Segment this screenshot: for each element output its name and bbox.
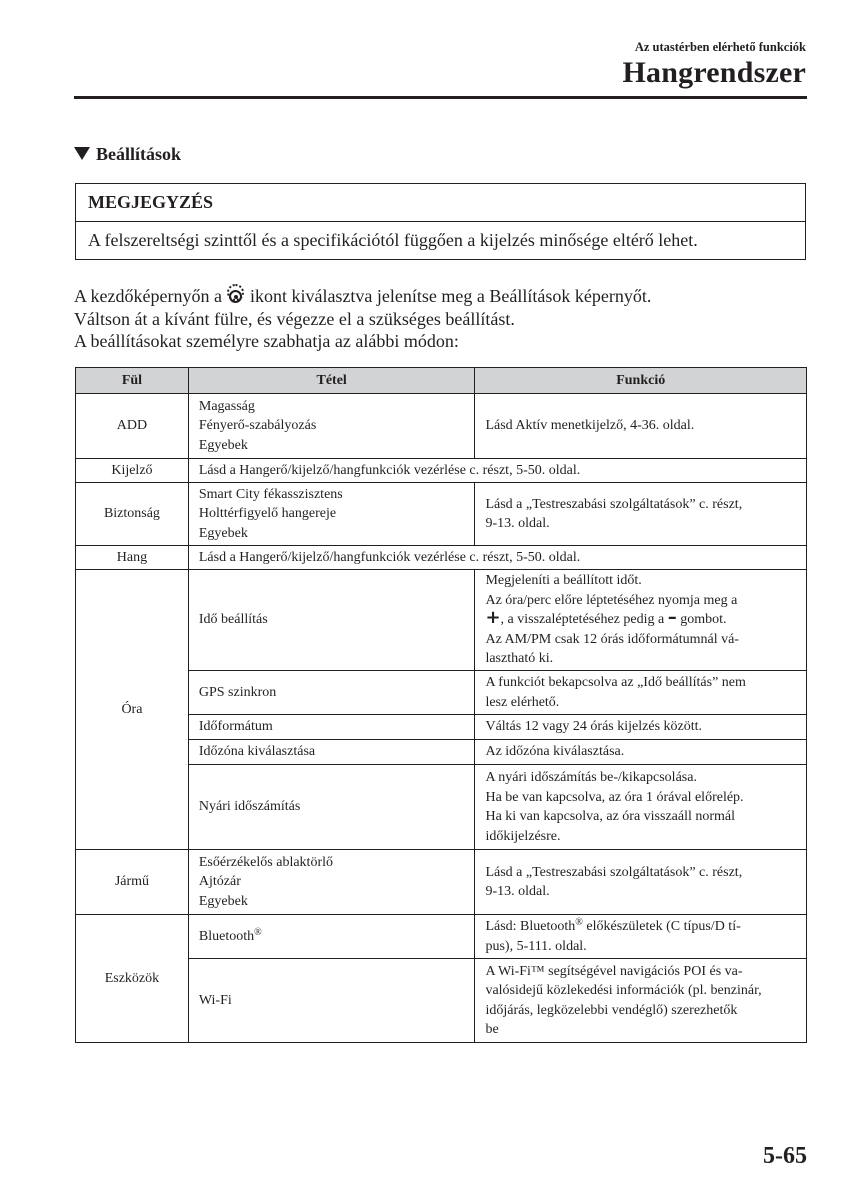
minus-icon: – xyxy=(667,607,677,629)
function-cell-idoformatum: Váltás 12 vagy 24 órás kijelzés között. xyxy=(475,715,807,740)
function-line: 9-13. oldal. xyxy=(485,516,550,531)
item-cell-bluetooth xyxy=(188,915,475,959)
item-cell-idozona: Időzóna kiválasztása xyxy=(188,740,475,765)
page-number: 5-65 xyxy=(763,1143,807,1169)
item-cell-biztonsag xyxy=(188,483,475,546)
function-line: valósidejű közlekedési információk (pl. benzinár, xyxy=(485,983,762,998)
intro-line-1-end: ikont kiválasztva jelenítse meg a Beállítások képernyőt. xyxy=(249,286,652,306)
function-line: A Wi-Fi™ segítségével navigációs POI és va- xyxy=(485,963,743,979)
item-line: Egyebek xyxy=(198,893,248,909)
item-cell-ido-beallitas: Idő beállítás xyxy=(188,570,475,671)
function-text: gombot. xyxy=(680,612,727,628)
settings-table xyxy=(75,367,807,1043)
merged-cell-kijelzo: Lásd a Hangerő/kijelző/hangfunkciók vezérlése c. részt, 5-50. oldal. xyxy=(188,459,806,483)
function-line: lasztható ki. xyxy=(485,651,554,667)
function-text: előkészületek (C típus/D tí- xyxy=(582,919,741,934)
function-cell-gps xyxy=(475,671,807,715)
page-title: Hangrendszer xyxy=(622,56,806,89)
function-cell-biztonsag xyxy=(475,483,807,546)
item-line: Ajtózár xyxy=(198,874,241,890)
table-row-add xyxy=(76,394,807,459)
registered-mark: ® xyxy=(254,926,262,938)
table-row-eszkozok-bluetooth xyxy=(76,915,807,959)
table-header-row xyxy=(76,368,807,394)
tab-cell-biztonsag: Biztonság xyxy=(76,483,189,546)
function-line xyxy=(485,607,806,630)
tab-cell-eszkozok: Eszközök xyxy=(76,915,189,1043)
tab-cell-jarmu: Jármű xyxy=(76,850,189,915)
item-cell-idoformatum: Időformátum xyxy=(188,715,475,740)
intro-line-3: A beállításokat személyre szabhatja az alábbi módon: xyxy=(74,331,459,351)
function-line: Megjeleníti a beállított időt. xyxy=(485,573,642,589)
function-line: Az óra/perc előre léptetéséhez nyomja meg a xyxy=(485,592,738,608)
function-cell-add: Lásd Aktív menetkijelző, 4-36. oldal. xyxy=(475,394,807,459)
intro-line-2: Váltson át a kívánt fülre, és végezze el a szükséges beállítást. xyxy=(74,308,515,329)
intro-text xyxy=(74,285,651,353)
table-row-kijelzo xyxy=(76,459,807,483)
item-cell-gps: GPS szinkron xyxy=(188,671,475,715)
intro-line-1-start: A kezdőképernyőn a xyxy=(74,286,222,306)
function-line: időjárás, legközelebbi vendéglő) szerezhetők xyxy=(485,1002,738,1018)
item-cell-nyari: Nyári időszámítás xyxy=(188,765,475,850)
item-line: Egyebek xyxy=(198,437,248,453)
function-cell-bluetooth xyxy=(475,915,807,959)
plus-icon: + xyxy=(485,607,501,629)
note-box xyxy=(75,183,806,260)
function-line: időkijelzésre. xyxy=(485,828,561,844)
item-line: Smart City fékasszisztens xyxy=(198,486,343,502)
tab-cell-kijelzo: Kijelző xyxy=(76,459,189,483)
item-text: Bluetooth xyxy=(198,928,255,944)
header-subtitle: Az utastérben elérhető funkciók xyxy=(634,40,806,54)
item-line: Holttérfigyelő hangereje xyxy=(198,506,337,522)
table-row-hang xyxy=(76,546,807,570)
gear-icon xyxy=(226,285,245,308)
note-title: MEGJEGYZÉS xyxy=(76,184,805,222)
function-cell-jarmu xyxy=(475,850,807,915)
function-line: Ha ki van kapcsolva, az óra visszaáll normál xyxy=(485,809,736,824)
header-divider xyxy=(74,96,807,99)
function-cell-nyari xyxy=(475,765,807,850)
table-row-jarmu xyxy=(76,850,807,915)
function-text: Lásd: Bluetooth xyxy=(485,919,576,934)
note-text: A felszereltségi szinttől és a specifikációtól függően a kijelzés minősége eltérő lehet. xyxy=(88,230,698,250)
function-cell-wifi xyxy=(475,959,807,1043)
tab-cell-hang: Hang xyxy=(76,546,189,570)
function-line xyxy=(485,917,806,937)
function-cell-ido-beallitas xyxy=(475,570,807,671)
item-line: Esőérzékelős ablaktörlő xyxy=(198,854,333,870)
column-header-item: Tétel xyxy=(188,368,475,394)
registered-mark: ® xyxy=(575,917,583,928)
table-row-ora-ido-beallitas xyxy=(76,570,807,671)
triangle-down-icon xyxy=(74,147,90,160)
column-header-function: Funkció xyxy=(475,368,807,394)
section-heading xyxy=(74,144,181,165)
function-line: pus), 5-111. oldal. xyxy=(485,938,587,954)
item-line: Magasság xyxy=(198,398,255,414)
merged-cell-hang: Lásd a Hangerő/kijelző/hangfunkciók vezérlése c. részt, 5-50. oldal. xyxy=(188,546,806,570)
table-row-biztonsag xyxy=(76,483,807,546)
item-line: Egyebek xyxy=(198,525,248,541)
function-line: Lásd a „Testreszabási szolgáltatások” c. részt, xyxy=(485,496,743,512)
function-line: Ha be van kapcsolva, az óra 1 órával előrelép. xyxy=(485,789,744,805)
tab-cell-ora: Óra xyxy=(76,570,189,850)
item-cell-wifi: Wi-Fi xyxy=(188,959,475,1043)
tab-cell-add: ADD xyxy=(76,394,189,459)
item-line: Fényerő-szabályozás xyxy=(198,418,317,434)
function-line: A funkciót bekapcsolva az „Idő beállítás” nem xyxy=(485,675,746,690)
intro-line-1 xyxy=(74,285,651,308)
item-cell-jarmu xyxy=(188,850,475,915)
function-cell-idozona: Az időzóna kiválasztása. xyxy=(475,740,807,765)
function-line: lesz elérhető. xyxy=(485,694,560,710)
function-line: Lásd a „Testreszabási szolgáltatások” c. részt, xyxy=(485,864,743,880)
item-cell-add xyxy=(188,394,475,459)
column-header-tab: Fül xyxy=(76,368,189,394)
section-heading-label: Beállítások xyxy=(96,144,182,164)
function-line: be xyxy=(485,1022,499,1037)
function-line: 9-13. oldal. xyxy=(485,884,550,899)
function-line: Az AM/PM csak 12 órás időformátumnál vá- xyxy=(485,631,739,647)
function-text: , a visszaléptetéséhez pedig a xyxy=(500,612,665,628)
function-line: A nyári időszámítás be-/kikapcsolása. xyxy=(485,770,697,785)
